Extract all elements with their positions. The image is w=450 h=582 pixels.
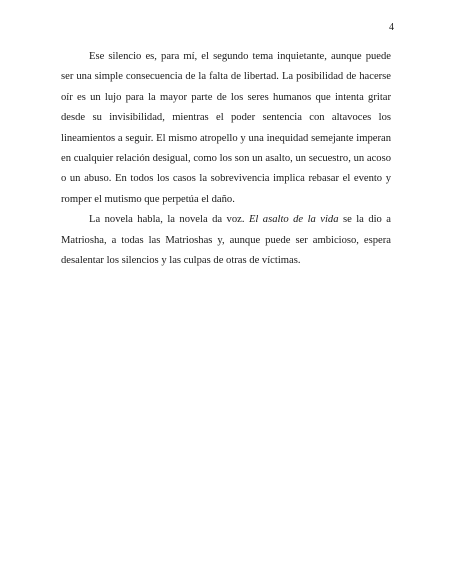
paragraph-2 [61, 210, 391, 271]
paragraph-1: Ese silencio es, para mí, el segundo tema inquietante, aunque puede ser una simple consecuencia de la falta de libertad. La posibilidad de hacerse oír es un lujo para la mayor parte de los seres humanos que intenta gritar desde su invisibilidad, mientras el poder sentencia con altavoces los lineamientos a seguir. El mismo atropello y una inequidad semejante imperan en cualquier relación desigual, como los son un asalto, un secuestro, un acoso o un abuso. En todos los casos la sobrevivencia implica rebasar el evento y romper el mutismo que perpetúa el daño. [61, 51, 391, 205]
book-title: El asalto de la vida [248, 214, 339, 226]
body-text [61, 47, 391, 271]
paragraph-2-text-before: La novela habla, la novela da voz. [89, 214, 249, 226]
page-number: 4 [389, 22, 394, 33]
paragraph-2-text-after: se la dio a Matriosha, a todas las Matrioshas y, aunque puede ser ambicioso, espera desalentar los silencios y las culpas de otras de víctimas. [61, 214, 391, 267]
